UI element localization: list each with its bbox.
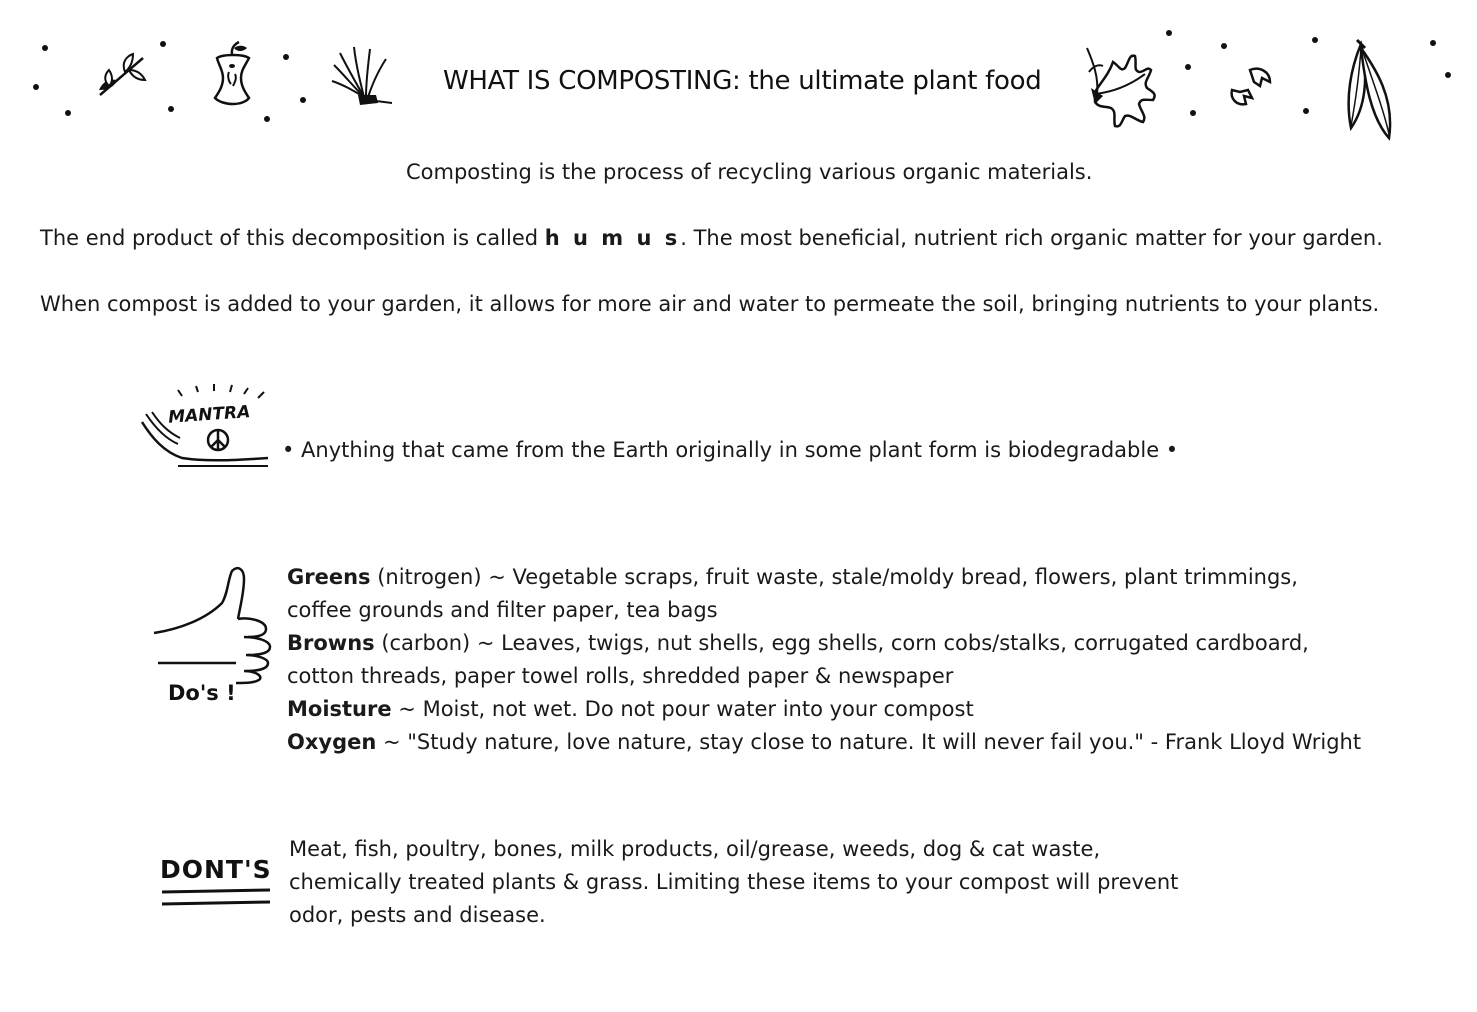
decor-dot [1445,72,1451,78]
oxygen-text: ~ "Study nature, love nature, stay close to nature. It will never fail you." - Frank Lloyd Wright [376,730,1362,754]
decor-dot [42,45,48,51]
humus-emphasis: h u m u s [544,226,681,250]
donts-line: Meat, fish, poultry, bones, milk products, oil/grease, weeds, dog & cat waste, [289,837,1101,861]
apple-core-icon [205,40,260,112]
intro-line-1: Composting is the process of recycling various organic materials. [406,160,1093,184]
decor-dot [1430,40,1436,46]
intro-line-3: When compost is added to your garden, it allows for more air and water to permeate the soil, bringing nutrients to your plants. [40,292,1380,316]
donts-line: chemically treated plants & grass. Limiting these items to your compost will prevent [289,870,1179,894]
greens-text: (nitrogen) ~ Vegetable scraps, fruit waste, stale/moldy bread, flowers, plant trimmings, [370,565,1298,589]
egg-shell-icon [1226,66,1276,111]
page-title: WHAT IS COMPOSTING: the ultimate plant food [443,66,1042,96]
decor-dot [160,41,166,47]
browns-text: (carbon) ~ Leaves, twigs, nut shells, egg shells, corn cobs/stalks, corrugated cardboard, [374,631,1309,655]
underline-icon [158,844,276,916]
decor-dot [33,84,39,90]
dos-item-greens [287,561,1361,594]
browns-text-cont: cotton threads, paper towel rolls, shredded paper & newspaper [287,664,954,688]
oxygen-key: Oxygen [287,730,377,754]
grass-tuft-icon [330,45,395,110]
decor-dot [65,110,71,116]
dos-item-moisture [287,693,1361,726]
oak-leaf-icon [1085,42,1160,132]
dos-item-oxygen [287,726,1361,759]
donts-badge: DONT'S [160,855,272,884]
decor-dot [300,97,306,103]
decor-dot [1221,43,1227,49]
decor-dot [1185,64,1191,70]
thumbs-up-icon [150,563,280,708]
donts-line: odor, pests and disease. [289,903,546,927]
decor-dot [1303,108,1309,114]
greens-text-cont: coffee grounds and filter paper, tea bags [287,598,718,622]
moisture-text: ~ Moist, not wet. Do not pour water into your compost [391,697,974,721]
intro-line-2-end: . The most beneficial, nutrient rich organic matter for your garden. [680,226,1383,250]
greens-key: Greens [287,565,371,589]
donts-list [289,833,1178,932]
mantra-badge: MANTRA [167,402,251,428]
decor-dot [1190,110,1196,116]
mantra-text: • Anything that came from the Earth originally in some plant form is biodegradable • [282,438,1179,462]
intro-line-2-start: The end product of this decomposition is called [40,226,545,250]
decor-dot [168,106,174,112]
decor-dot [283,54,289,60]
leaves-icon [1335,38,1405,143]
dos-list [287,561,1361,759]
dos-badge: Do's ! [168,681,236,705]
decor-dot [1166,30,1172,36]
herb-sprig-icon [95,50,150,100]
intro-line-2 [40,226,1383,250]
decor-dot [1312,37,1318,43]
browns-key: Browns [287,631,375,655]
decor-dot [264,116,270,122]
peace-hand-icon [138,382,273,474]
dos-item-browns [287,627,1361,660]
moisture-key: Moisture [287,697,392,721]
